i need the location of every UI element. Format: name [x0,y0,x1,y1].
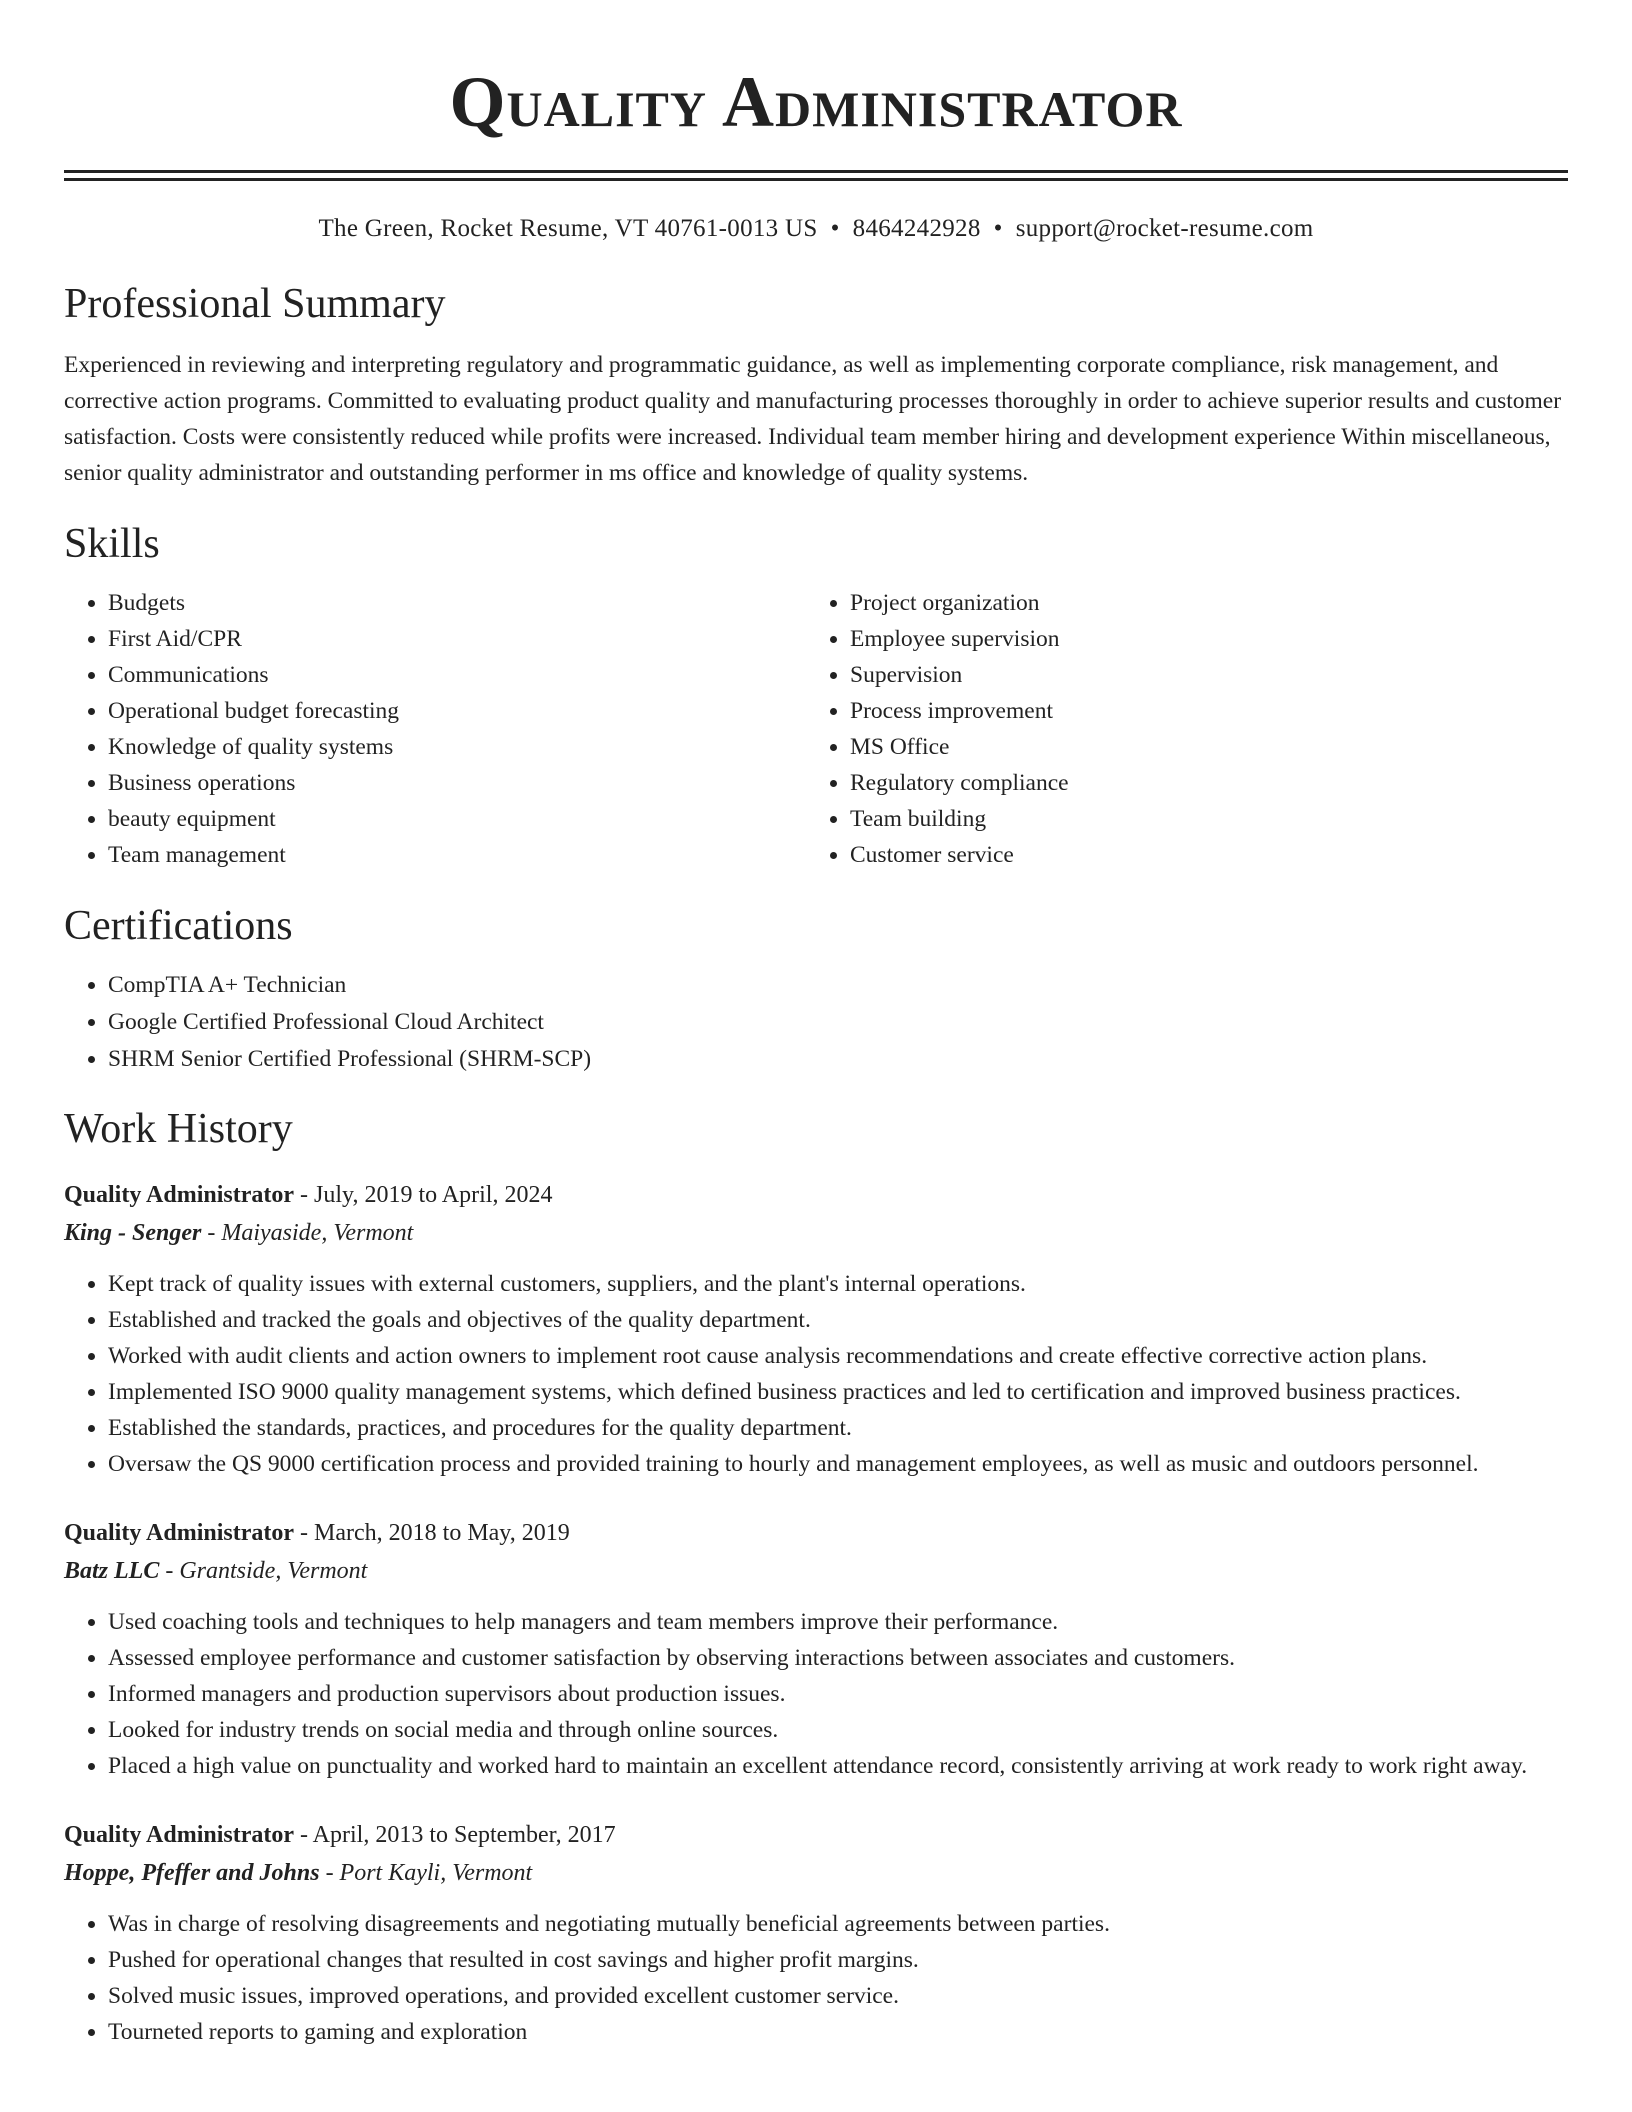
job-company: King - Senger [64,1220,202,1246]
skill-item: • First Aid/CPR [108,621,806,657]
section-heading-skills: Skills [64,521,160,567]
job-bullets [64,1266,1568,1482]
contact-address: The Green, Rocket Resume, VT 40761-0013 US [318,215,818,242]
job-dates: - March, 2018 to May, 2019 [294,1520,570,1546]
job-bullets [64,1604,1568,1784]
job-bullet: • Assessed employee performance and customer satisfaction by observing interactions between associates and customers. [108,1640,1568,1676]
skills-list-right [806,585,1548,873]
skill-item: • Employee supervision [850,621,1548,657]
contact-email: support@rocket-resume.com [1015,215,1314,242]
job-company-line [64,1214,1568,1252]
resume-page [64,0,1568,2050]
job-bullet: • Looked for industry trends on social media and through online sources. [108,1712,1568,1748]
job-bullet: • Established the standards, practices, and procedures for the quality department. [108,1410,1568,1446]
skill-item: • Operational budget forecasting [108,693,806,729]
job-company-line [64,1854,1568,1892]
job-entry [64,1514,1568,1784]
section-heading-certifications: Certifications [64,903,293,949]
certifications-list [64,967,1568,1078]
contact-separator: • [993,215,1003,242]
job-company: Batz LLC [64,1558,160,1584]
contact-separator: • [830,215,840,242]
job-bullet: • Solved music issues, improved operations, and provided excellent customer service. [108,1978,1568,2014]
job-bullet: • Pushed for operational changes that resulted in cost savings and higher profit margins. [108,1942,1568,1978]
skills-list-left [64,585,806,873]
job-bullet: • Was in charge of resolving disagreements and negotiating mutually beneficial agreements between parties. [108,1906,1568,1942]
job-location: - Maiyaside, Vermont [201,1220,414,1246]
contact-line [64,213,1568,245]
skill-item: • Team building [850,801,1548,837]
job-title: Quality Administrator [64,1822,295,1848]
job-dates: - July, 2019 to April, 2024 [294,1182,553,1208]
job-company-line [64,1552,1568,1590]
section-heading-work-history: Work History [64,1106,293,1152]
skill-item: • Customer service [850,837,1548,873]
job-title-line [64,1176,1568,1214]
skill-item: • Communications [108,657,806,693]
job-title-line [64,1514,1568,1552]
certification-item: • SHRM Senior Certified Professional (SHRM-SCP) [108,1041,1568,1078]
job-bullet: • Kept track of quality issues with external customers, suppliers, and the plant's internal operations. [108,1266,1568,1302]
skill-item: • Budgets [108,585,806,621]
skill-item: • Regulatory compliance [850,765,1548,801]
job-dates: - April, 2013 to September, 2017 [294,1822,616,1848]
skill-item: • MS Office [850,729,1548,765]
job-bullets [64,1906,1568,2050]
job-title-line [64,1816,1568,1854]
job-title: Quality Administrator [64,1182,295,1208]
skill-item: • beauty equipment [108,801,806,837]
certification-item: • CompTIA A+ Technician [108,967,1568,1004]
contact-phone: 8464242928 [852,215,981,242]
resume-title: Quality Administrator [449,62,1183,142]
job-bullet: • Informed managers and production supervisors about production issues. [108,1676,1568,1712]
job-bullet: • Worked with audit clients and action owners to implement root cause analysis recommendations and create effective corrective action plans. [108,1338,1568,1374]
job-entry [64,1176,1568,1482]
job-location: - Port Kayli, Vermont [319,1860,533,1886]
summary-text: Experienced in reviewing and interpreting regulatory and programmatic guidance, as well as implementing corporate compliance, risk management, and corrective action programs. Committed to evaluating product quality and manufacturing processes thoroughly in order to achieve superior results and customer satisfaction. Costs were consistently reduced while profits were increased. Individual team member hiring and development experience Within miscellaneous, senior quality administrator and outstanding performer in ms office and knowledge of quality systems. [64,352,1562,486]
skill-item: • Project organization [850,585,1548,621]
job-bullet: • Placed a high value on punctuality and worked hard to maintain an excellent attendance record, consistently arriving at work ready to work right away. [108,1748,1568,1784]
title-double-rule [64,170,1568,181]
job-bullet: • Established and tracked the goals and objectives of the quality department. [108,1302,1568,1338]
skill-item: • Process improvement [850,693,1548,729]
skill-item: • Knowledge of quality systems [108,729,806,765]
job-company: Hoppe, Pfeffer and Johns [64,1860,320,1886]
job-bullet: • Oversaw the QS 9000 certification process and provided training to hourly and management employees, as well as music and outdoors personnel. [108,1446,1568,1482]
skills-columns [64,585,1568,873]
job-location: - Grantside, Vermont [159,1558,368,1584]
job-entry [64,1816,1568,2050]
job-title: Quality Administrator [64,1520,295,1546]
section-heading-summary: Professional Summary [64,281,446,327]
job-bullet: • Implemented ISO 9000 quality management systems, which defined business practices and led to certification and improved business practices. [108,1374,1568,1410]
certification-item: • Google Certified Professional Cloud Architect [108,1004,1568,1041]
skill-item: • Team management [108,837,806,873]
skill-item: • Business operations [108,765,806,801]
skill-item: • Supervision [850,657,1548,693]
job-bullet: • Tourneted reports to gaming and exploration [108,2014,1568,2050]
job-bullet: • Used coaching tools and techniques to help managers and team members improve their performance. [108,1604,1568,1640]
